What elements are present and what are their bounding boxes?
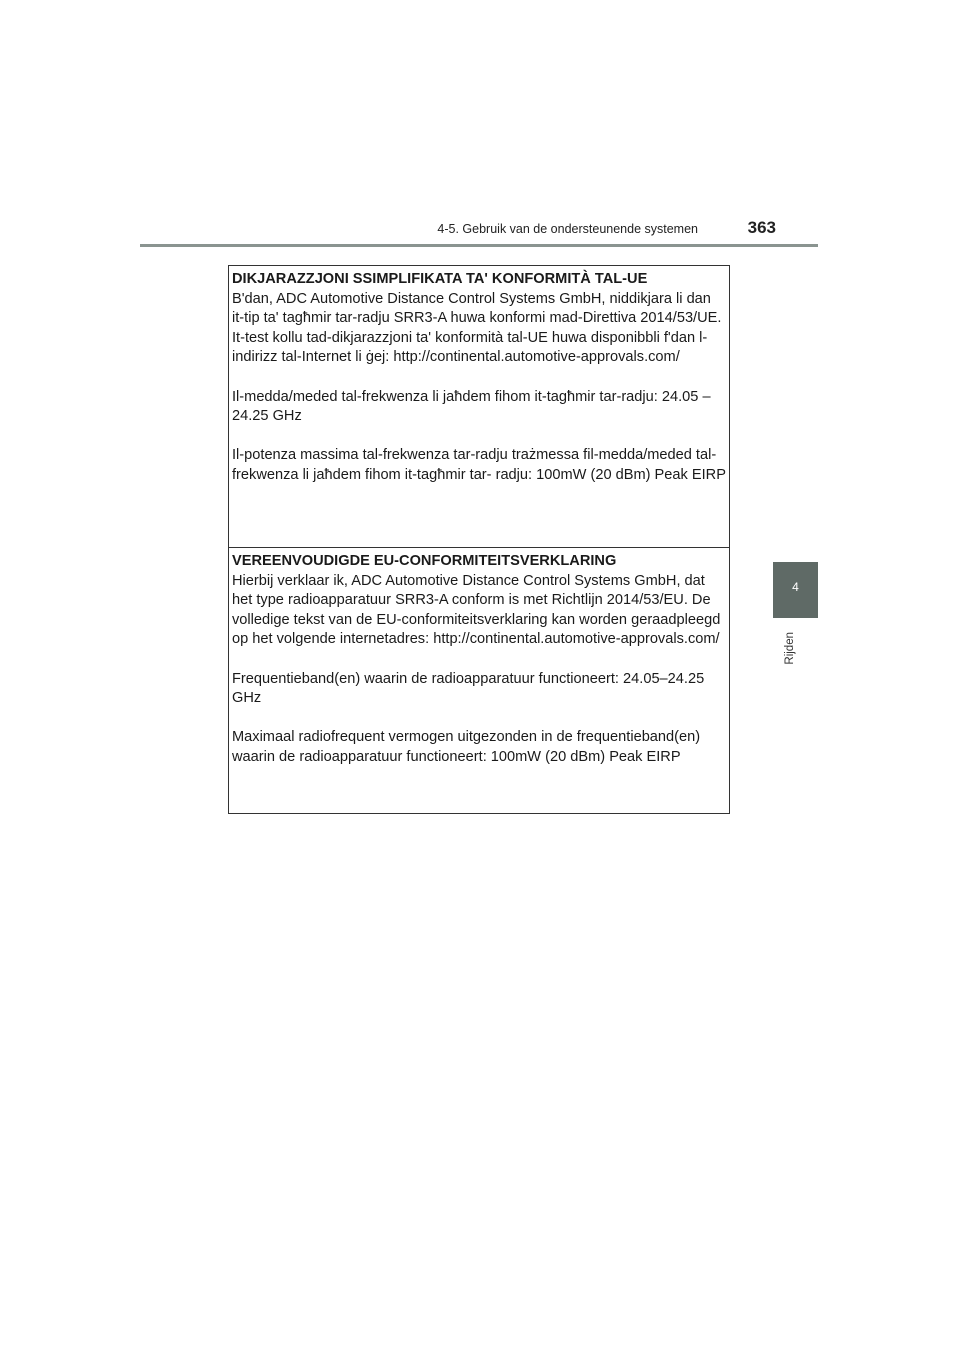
declaration-paragraph: B'dan, ADC Automotive Distance Control Systems GmbH, niddikjara li dan it-tip ta' tagħmir tar-radju SRR3-A huwa konformi mad-Direttiva 2014/53/UE. It-test kollu tad-dikjarazzjoni ta' konformità tal-UE huwa disponibbli f'dan l-indirizz tal-Internet li ġej: http://continental.automotive-approvals.com/ xyxy=(232,290,722,366)
declaration-title: VEREENVOUDIGDE EU-CONFORMITEITSVERKLARING xyxy=(232,553,617,569)
header-divider xyxy=(140,244,818,247)
running-header-section-title: 4-5. Gebruik van de ondersteunende systemen xyxy=(437,222,698,236)
declaration-paragraph: Il-potenza massima tal-frekwenza tar-radju trażmessa fil-medda/meded tal-frekwenza li jaħdem fihom it-tagħmir tar- radju: 100mW (20 dBm) Peak EIRP xyxy=(232,447,726,483)
declaration-maltese xyxy=(229,266,729,548)
declaration-dutch xyxy=(229,548,729,813)
declaration-paragraph: Frequentieband(en) waarin de radioapparatuur functioneert: 24.05–24.25 GHz xyxy=(232,670,705,707)
declaration-paragraph: Hierbij verklaar ik, ADC Automotive Distance Control Systems GmbH, dat het type radioapparatuur SRR3-A conform is met Richtlijn 2014/53/EU. De volledige tekst van de EU-conformiteitsverklaring kan worden geraadpleegd op het volgende internetadres: http://continental.automotive-approvals.com/ xyxy=(232,572,721,648)
declaration-title: DIKJARAZZJONI SSIMPLIFIKATA TA' KONFORMITÀ TAL-UE xyxy=(232,271,648,287)
chapter-label: Rijden xyxy=(784,632,796,665)
declaration-paragraph: Il-medda/meded tal-frekwenza li jaħdem fihom it-tagħmir tar-radju: 24.05 –24.25 GHz xyxy=(232,388,711,425)
chapter-tab xyxy=(773,562,818,618)
conformity-declarations-box xyxy=(228,265,730,814)
page-number: 363 xyxy=(747,218,776,237)
chapter-number: 4 xyxy=(792,580,799,594)
declaration-paragraph: Maximaal radiofrequent vermogen uitgezonden in de frequentieband(en) waarin de radioapparatuur functioneert: 100mW (20 dBm) Peak EIRP xyxy=(232,729,701,765)
